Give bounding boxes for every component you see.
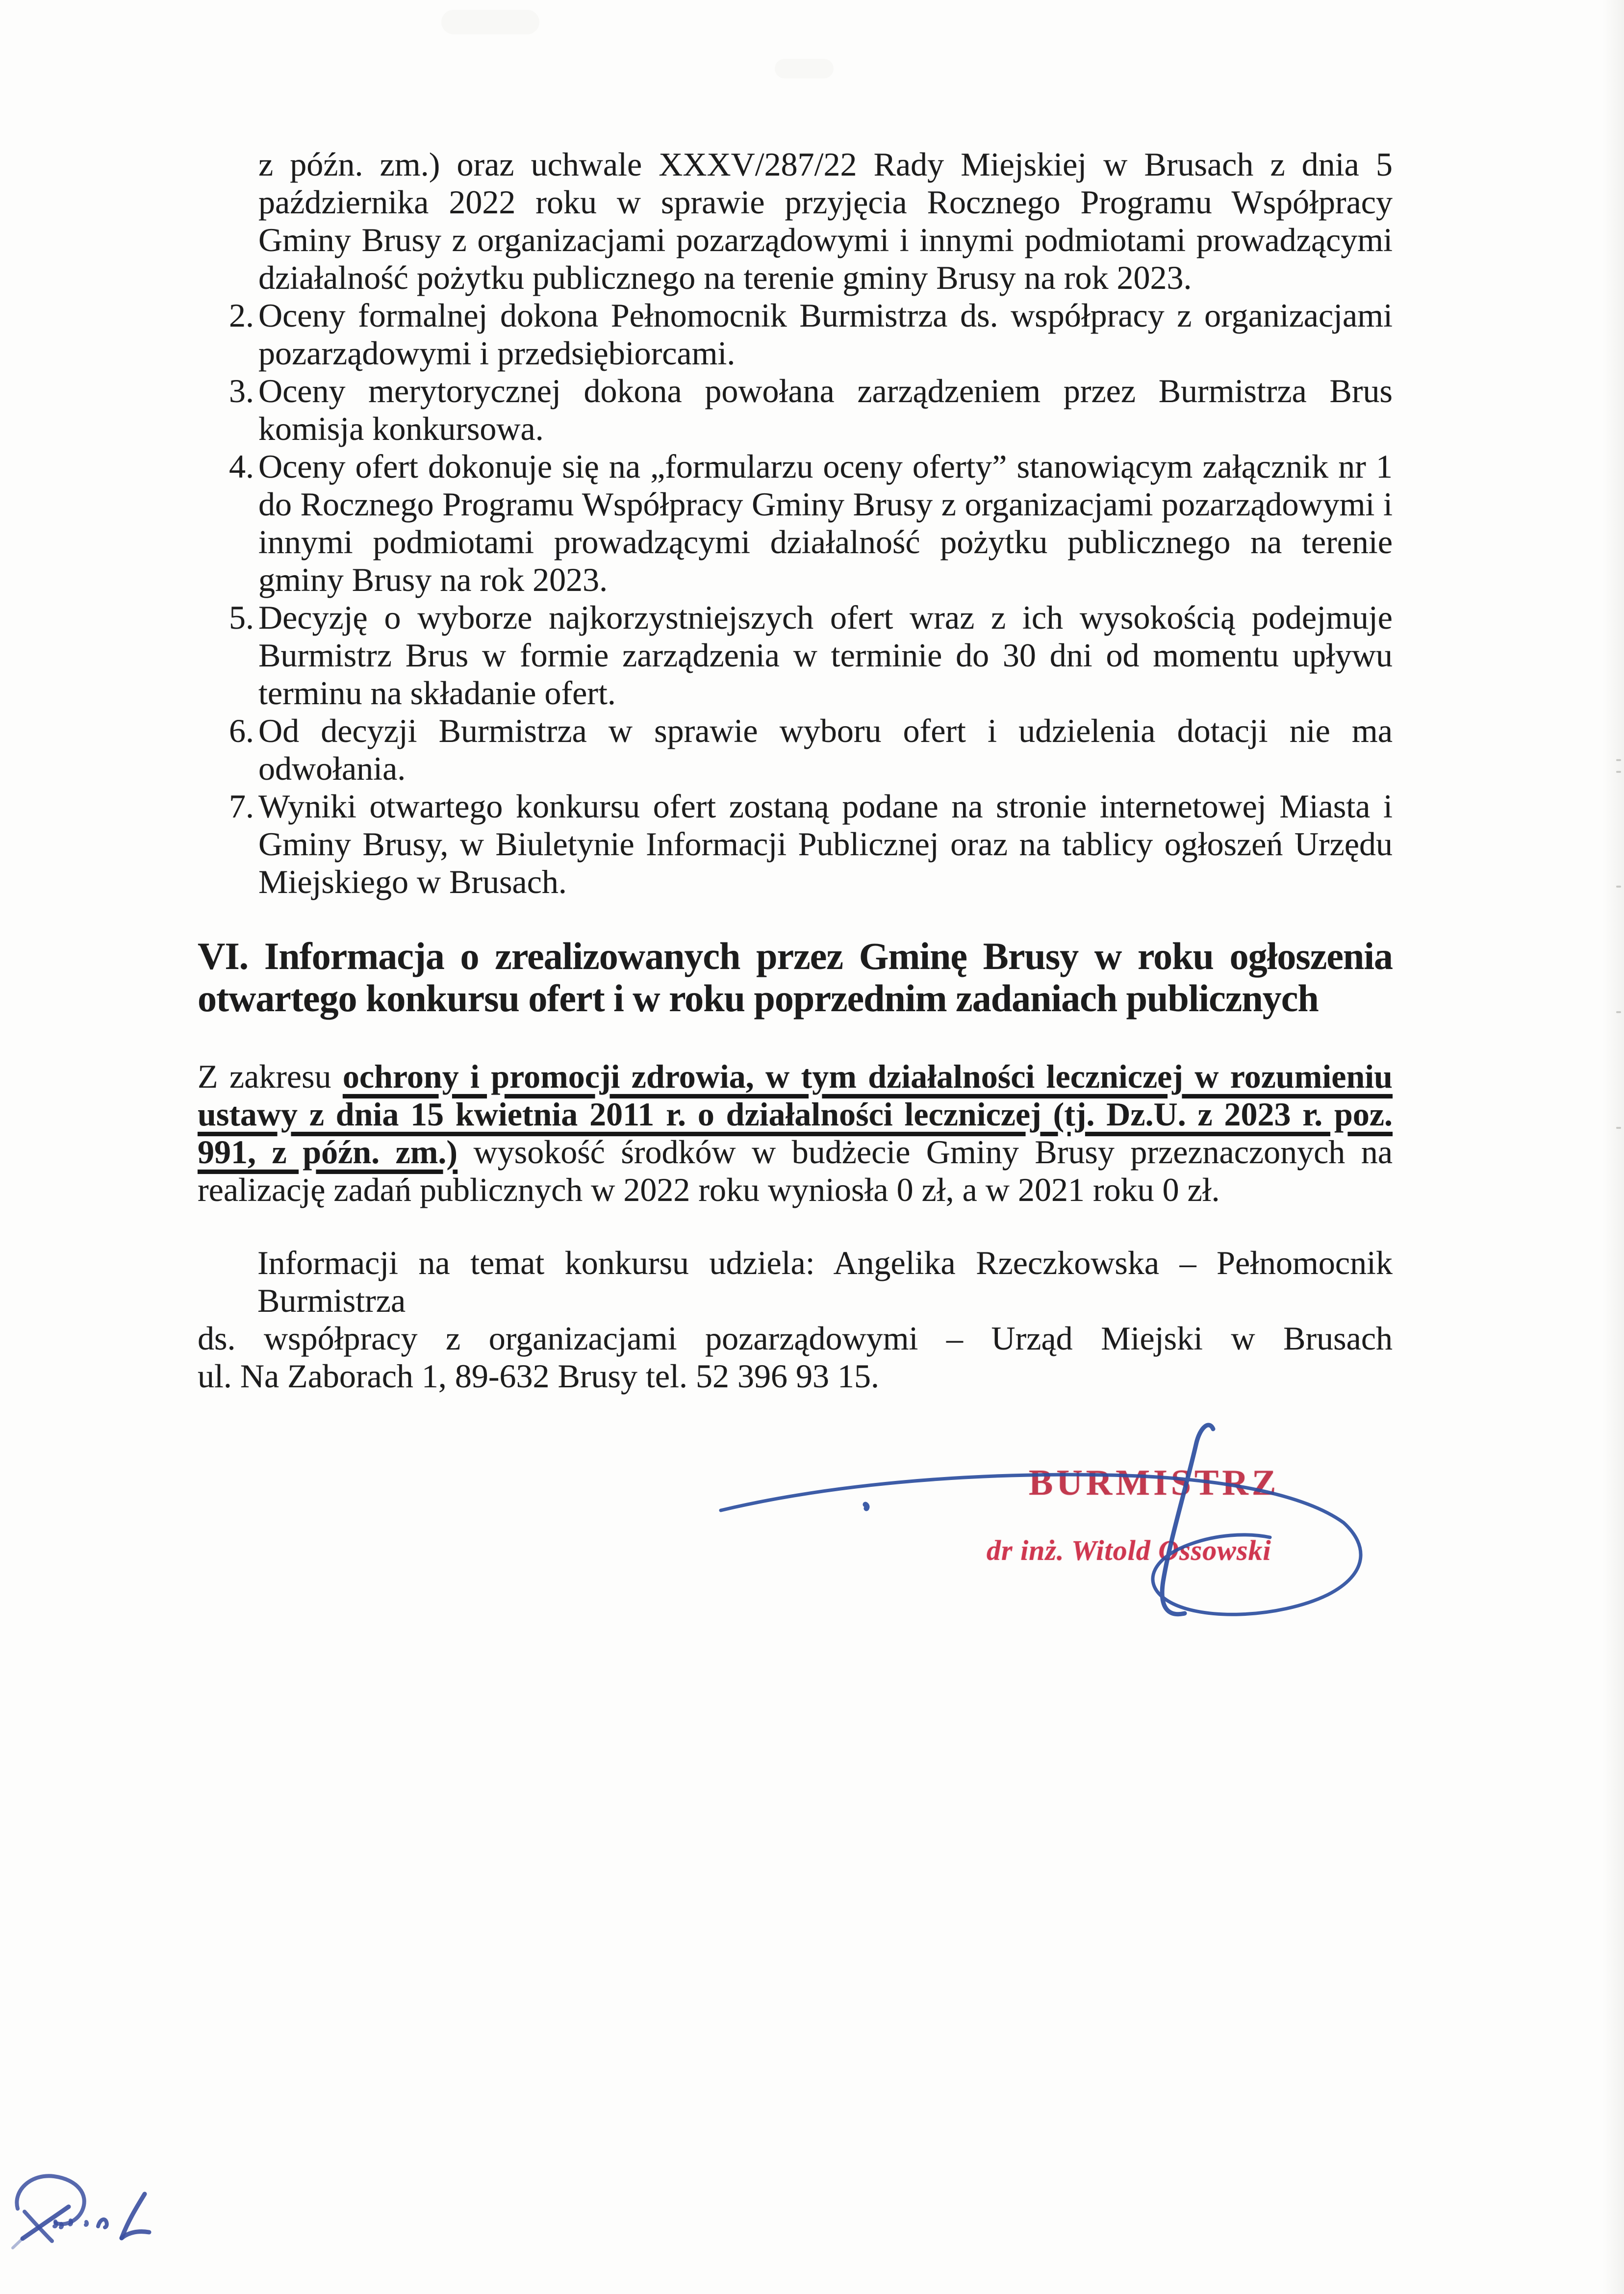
scan-edge-tick	[1616, 886, 1621, 888]
paraph-scribble-icon	[9, 2164, 171, 2252]
pen-signature-icon	[686, 1412, 1422, 1638]
contact-line: ds. współpracy z organizacjami pozarządowymi – Urząd Miejski w Brusach	[198, 1320, 1393, 1357]
scope-underlined-legal-reference: ochrony i promocji zdrowia, w tym działalności leczniczej w rozumieniu ustawy z dnia 15 kwietnia 2011 r. o działalności leczniczej (tj. Dz.U. z 2023 r. poz. 991, z późn. zm.)	[198, 1058, 1393, 1171]
scan-edge-tick	[1616, 1011, 1621, 1013]
list-item-text: Oceny ofert dokonuje się na „formularzu oceny oferty” stanowiącym załącznik nr 1 do Rocznego Programu Współpracy Gminy Brusy z organizacjami pozarządowymi i innymi podmiotami prowadzącymi działalność pożytku publicznego na terenie gminy Brusy na rok 2023.	[258, 448, 1393, 598]
contact-paragraph	[198, 1244, 1393, 1395]
list-item-number: 4.	[229, 448, 254, 485]
burmistrz-stamp-title: BURMISTRZ	[1029, 1463, 1280, 1503]
burmistrz-stamp-name: dr inż. Witold Ossowski	[987, 1534, 1271, 1566]
intro-continuation-paragraph: z późn. zm.) oraz uchwale XXXV/287/22 Rady Miejskiej w Brusach z dnia 5 października 2022 roku w sprawie przyjęcia Rocznego Programu Współpracy Gminy Brusy z organizacjami pozarządowymi i innymi podmiotami prowadzącymi działalność pożytku publicznego na terenie gminy Brusy na rok 2023.	[258, 146, 1393, 296]
terms-list-section	[198, 146, 1393, 901]
scan-smudge	[441, 10, 539, 34]
list-item-number: 2.	[229, 297, 254, 334]
list-item-number: 5.	[229, 599, 254, 636]
list-item	[198, 712, 1393, 788]
list-item-number: 6.	[229, 712, 254, 749]
scan-edge-tick	[1616, 771, 1621, 773]
list-item-text: Oceny merytorycznej dokona powołana zarządzeniem przez Burmistrza Brus komisja konkursowa.	[258, 372, 1393, 447]
scope-suffix: wysokość środków w budżecie Gminy Brusy przeznaczonych na realizację zadań publicznych w 2022 roku wyniosła 0 zł, a w 2021 roku 0 zł.	[198, 1133, 1393, 1208]
list-item-text: Decyzję o wyborze najkorzystniejszych ofert wraz z ich wysokością podejmuje Burmistrz Brus w formie zarządzenia w terminie do 30 dni od momentu upływu terminu na składanie ofert.	[258, 599, 1393, 712]
list-item	[198, 448, 1393, 599]
scan-edge-tick	[1616, 1127, 1621, 1129]
list-item	[198, 788, 1393, 901]
contact-line: ul. Na Zaborach 1, 89-632 Brusy tel. 52 396 93 15.	[198, 1357, 879, 1395]
section-vi-heading: VI. Informacja o zrealizowanych przez Gminę Brusy w roku ogłoszenia otwartego konkursu ofert i w roku poprzednim zadaniach publicznych	[198, 935, 1393, 1020]
list-item	[198, 297, 1393, 372]
list-item-text: Wyniki otwartego konkursu ofert zostaną podane na stronie internetowej Miasta i Gminy Brusy, w Biuletynie Informacji Publicznej oraz na tablicy ogłoszeń Urzędu Miejskiego w Brusach.	[258, 788, 1393, 900]
scope-prefix: Z zakresu	[198, 1058, 343, 1095]
list-item	[198, 372, 1393, 448]
scan-edge-band	[1602, 0, 1624, 2294]
list-item-number: 7.	[229, 788, 254, 825]
list-item-number: 3.	[229, 372, 254, 409]
list-item-text: Od decyzji Burmistrza w sprawie wyboru ofert i udzielenia dotacji nie ma odwołania.	[258, 712, 1393, 787]
scan-edge-tick	[1616, 759, 1621, 761]
list-item-text: Oceny formalnej dokona Pełnomocnik Burmistrza ds. współpracy z organizacjami pozarządowymi i przedsiębiorcami.	[258, 297, 1393, 372]
scope-paragraph	[198, 1058, 1393, 1209]
scan-smudge	[775, 59, 834, 78]
contact-line: Informacji na temat konkursu udziela: Angelika Rzeczkowska – Pełnomocnik Burmistrza	[257, 1244, 1393, 1319]
list-item	[198, 599, 1393, 712]
